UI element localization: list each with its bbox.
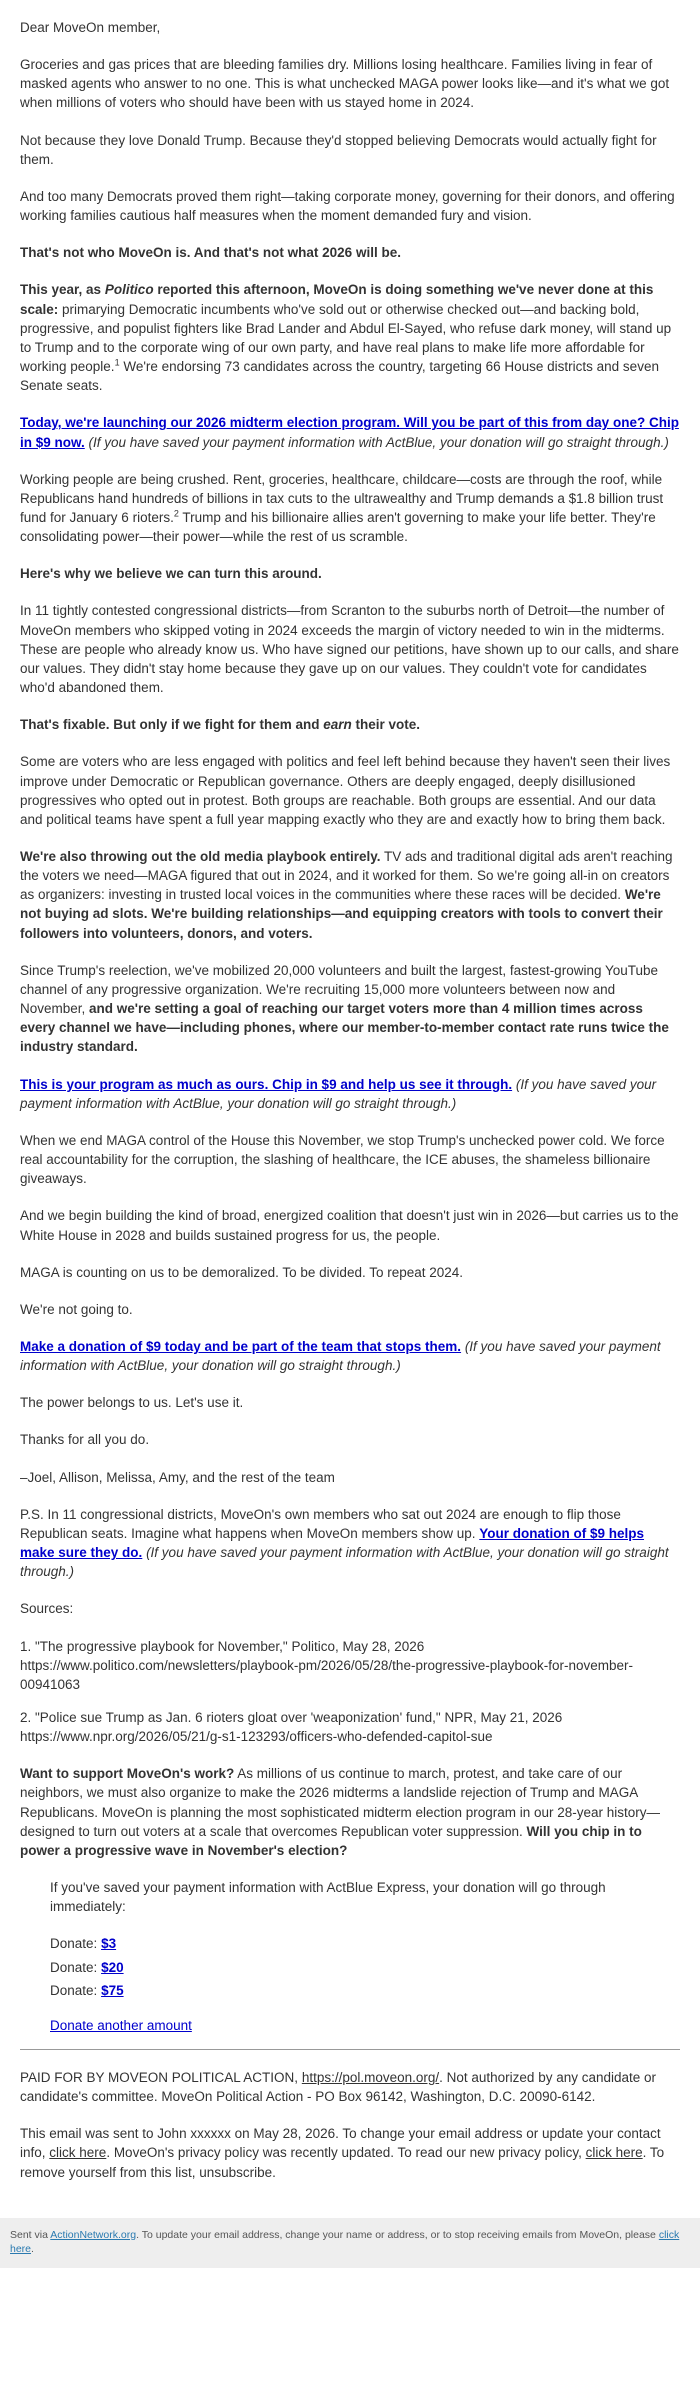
paragraph: Some are voters who are less engaged with politics and feel left behind because they haven't seen their lives improve under Democratic or Republican governance. Others are deeply engaged, deeply disillusioned progressives who opted out in protest. Both groups are reachable. Both groups are essential. And our data and political teams have spent a full year mapping exactly who they are and exactly how to bring them back. bbox=[20, 754, 671, 827]
donate-row: Donate: $20 bbox=[50, 1959, 124, 1975]
paragraph: Here's why we believe we can turn this around. bbox=[20, 566, 322, 582]
bold-text: This year, as Politico reported this afternoon, MoveOn is doing something we've never done at this scale: bbox=[20, 282, 654, 317]
donate-75-link[interactable]: $75 bbox=[101, 1982, 124, 1998]
paragraph: And too many Democrats proved them right—taking corporate money, governing for their donors, and offering working families cautious half measures when the moment demanded fury and vision. bbox=[20, 188, 675, 224]
paragraph: That's not who MoveOn is. And that's not what 2026 will be. bbox=[20, 245, 401, 261]
donate-3-link[interactable]: $3 bbox=[101, 1936, 117, 1952]
actblue-express-note: If you've saved your payment information with ActBlue Express, your donation will go through immediately: bbox=[50, 1880, 606, 1915]
privacy-policy-link[interactable]: click here bbox=[585, 2145, 643, 2161]
paragraph: Groceries and gas prices that are bleeding families dry. Millions losing healthcare. Families living in fear of masked agents who answer to no one. This is what unchecked MAGA power looks like—and it's what we got when millions of voters who should have been with us stayed home in 2024. bbox=[20, 57, 670, 111]
paragraph: That's fixable. But only if we fight for them and earn their vote. bbox=[20, 717, 421, 733]
signature: –Joel, Allison, Melissa, Amy, and the rest of the team bbox=[20, 1469, 335, 1485]
cta-paragraph bbox=[20, 1075, 680, 1113]
source-item: 2. "Police sue Trump as Jan. 6 rioters gloat over 'weaponization' fund," NPR, May 21, 2026 https://www.npr.org/2026/05/21/g-s1-123293/officers-who-defended-capitol-sue bbox=[20, 1710, 563, 1745]
sent-to-notice: This email was sent to John xxxxxx on May 28, 2026. To change your email address or update your contact info, click here. MoveOn's privacy policy was recently updated. To read our new privacy policy, click here. To remove yourself from this list, unsubscribe. bbox=[20, 2126, 665, 2180]
donate-section bbox=[20, 1878, 680, 2033]
paragraph: In 11 tightly contested congressional districts—from Scranton to the suburbs north of Detroit—the number of MoveOn members who skipped voting in 2024 exceeds the margin of victory needed to win in the midterms. These are people who already know us. Who have signed our petitions, have shown up to our calls, and share our values. They didn't stay home because they gave up on our values. They couldn't vote for candidates who'd abandoned them. bbox=[20, 603, 679, 696]
source-item: 1. "The progressive playbook for November," Politico, May 28, 2026 https://www.politico.com/newsletters/playbook-pm/2026/05/28/the-progressive-playbook-for-november-00941063 bbox=[20, 1638, 634, 1692]
paragraph: MAGA is counting on us to be demoralized. To be divided. To repeat 2024. bbox=[20, 1264, 464, 1280]
actblue-note: (If you have saved your payment information with ActBlue, your donation will go straight through.) bbox=[20, 1076, 657, 1111]
postscript: P.S. In 11 congressional districts, MoveOn's own members who sat out 2024 are enough to flip those Republican seats. Imagine what happens when MoveOn members show up. Your donation of $9 helps make sure they do. (If you have saved your payment information with ActBlue, your donation will go straight through.) bbox=[20, 1506, 669, 1580]
donate-row: Donate: $75 bbox=[50, 1982, 124, 1998]
donate-link[interactable]: Make a donation of $9 today and be part of the team that stops them. bbox=[20, 1338, 462, 1354]
paragraph: Not because they love Donald Trump. Because they'd stopped believing Democrats would actually fight for them. bbox=[20, 132, 657, 167]
actblue-note: (If you have saved your payment information with ActBlue, your donation will go straight through.) bbox=[20, 1338, 661, 1374]
source-url: https://www.npr.org/2026/05/21/g-s1-123293/officers-who-defended-capitol-sue bbox=[20, 1729, 493, 1745]
cta-paragraph bbox=[20, 413, 680, 451]
paragraph: We're not going to. bbox=[20, 1301, 133, 1317]
divider bbox=[20, 2049, 680, 2050]
unsubscribe-link[interactable]: click here bbox=[10, 2228, 680, 2255]
donate-another-amount-link[interactable]: Donate another amount bbox=[50, 2017, 192, 2033]
paid-for-disclaimer: PAID FOR BY MOVEON POLITICAL ACTION, https://pol.moveon.org/. Not authorized by any candidate or candidate's committee. MoveOn Political Action - PO Box 96142, Washington, D.C. 20090-6142. bbox=[20, 2069, 657, 2105]
actblue-note: (If you have saved your payment information with ActBlue, your donation will go straight through.) bbox=[84, 434, 669, 450]
cta-paragraph bbox=[20, 1337, 680, 1375]
email-body bbox=[20, 0, 680, 2182]
paragraph: Thanks for all you do. bbox=[20, 1432, 150, 1448]
footnote-ref: 1 bbox=[114, 357, 120, 368]
footnote-ref: 2 bbox=[173, 508, 179, 519]
paragraph: When we end MAGA control of the House this November, we stop Trump's unchecked power cold. We force real accountability for the corruption, the slashing of healthcare, the ICE abuses, the shameless billionaire giveaways. bbox=[20, 1132, 665, 1187]
paragraph: Working people are being crushed. Rent, groceries, healthcare, childcare—costs are through the roof, while Republicans hand hundreds of billions in tax cuts to the ultrawealthy and Trump demands a $1.8 billion trust fund for January 6 rioters.$^2$ Trump and his billionaire allies aren't governing to make your life better. They're consolidating power—their power—while the rest of us scramble. bbox=[20, 471, 664, 545]
paragraph: This year, as Politico reported this afternoon, MoveOn is doing something we've never done at this scale: primarying Democratic incumbents who've sold out or otherwise checked out—and backing bold, progressive, and populist fighters like Brad Lander and Abdul El-Sayed, who refuse dark money, will stand up to Trump and to the corporate wing of our own party, and have real plans to make life more affordable for working people.$^1$ We're endorsing 73 candidates across the country, targeting 66 House districts and seven Senate seats. bbox=[20, 282, 672, 394]
action-network-footer: Sent via ActionNetwork.org. To update your email address, change your name or address, or to stop receiving emails from MoveOn, please click here. bbox=[0, 2218, 700, 2268]
actblue-note: (If you have saved your payment information with ActBlue, your donation will go straight through.) bbox=[20, 1545, 669, 1580]
donate-20-link[interactable]: $20 bbox=[101, 1959, 124, 1975]
paragraph: And we begin building the kind of broad, energized coalition that doesn't just win in 2026—but carries us to the White House in 2028 and builds sustained progress for us, the people. bbox=[20, 1208, 679, 1243]
donate-link[interactable]: Today, we're launching our 2026 midterm election program. Will you be part of this from day one? Chip in $9 now. bbox=[20, 415, 679, 450]
donate-row: Donate: $3 bbox=[50, 1936, 117, 1952]
paragraph: Since Trump's reelection, we've mobilized 20,000 volunteers and built the largest, fastest-growing YouTube channel of any progressive organization. We're recruiting 15,000 more volunteers between now and November, and we're setting a goal of reaching our target voters more than 4 million times across every channel we have—including phones, where our member-to-member contact rate runs twice the industry standard. bbox=[20, 962, 669, 1055]
donate-link[interactable]: This is your program as much as ours. Chip in $9 and help us see it through. bbox=[20, 1076, 513, 1092]
support-paragraph: Want to support MoveOn's work? As millions of us continue to march, protest, and take care of our neighbors, we must also organize to make the 2026 midterms a landslide rejection of Trump and MAGA Republicans. MoveOn is planning the most sophisticated midterm election program in our 28-year history—designed to turn out voters at a scale that overcomes Republican voter suppression. Will you chip in to power a progressive wave in November's election? bbox=[20, 1766, 661, 1858]
update-contact-link[interactable]: click here bbox=[49, 2145, 107, 2161]
source-url: https://www.politico.com/newsletters/playbook-pm/2026/05/28/the-progressive-playbook-for-november-00941063 bbox=[20, 1657, 634, 1692]
sources-label: Sources: bbox=[20, 1601, 74, 1617]
paragraph: We're also throwing out the old media playbook entirely. TV ads and traditional digital ads aren't reaching the voters we need—MAGA figured that out in 2024, and it worked for them. So we're going all-in on creators as organizers: investing in trusted local voices in the communities where these races will be decided. We're not buying ad slots. We're building relationships—and equipping creators with tools to convert their followers into volunteers, donors, and voters. bbox=[20, 849, 673, 941]
pol-moveon-link[interactable]: https://pol.moveon.org/ bbox=[301, 2069, 440, 2085]
donate-link[interactable]: Your donation of $9 helps make sure they do. bbox=[20, 1525, 645, 1561]
paragraph: The power belongs to us. Let's use it. bbox=[20, 1395, 244, 1411]
greeting: Dear MoveOn member, bbox=[20, 20, 161, 35]
actionnetwork-link[interactable]: ActionNetwork.org bbox=[50, 2228, 137, 2241]
